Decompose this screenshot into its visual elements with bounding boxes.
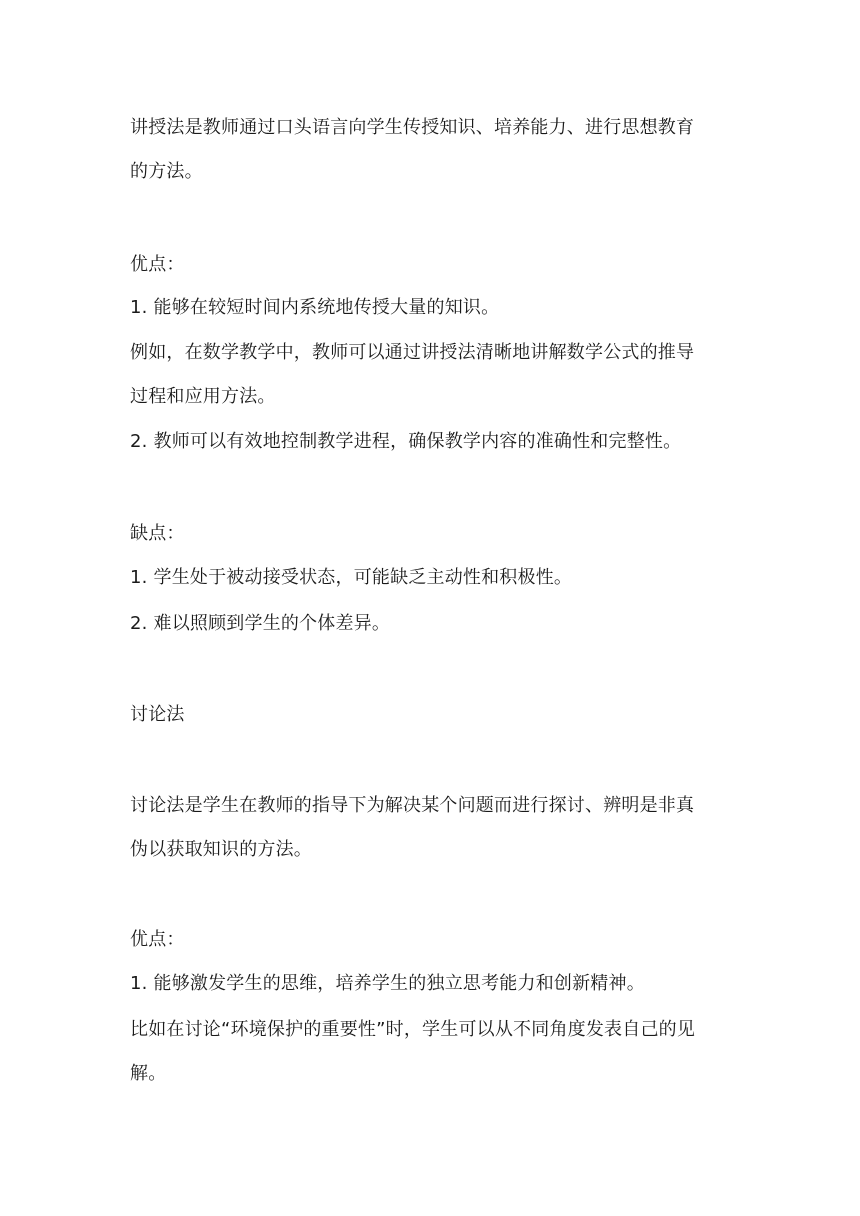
lecture-definition-line-2: 的方法。 xyxy=(130,161,203,182)
discussion-advantages-heading: 优点： xyxy=(130,929,185,950)
discussion-definition-line-1: 讨论法是学生在教师的指导下为解决某个问题而进行探讨、辨明是非真 xyxy=(130,795,695,816)
discussion-section-title: 讨论法 xyxy=(130,704,185,725)
lecture-disadvantages-heading: 缺点： xyxy=(130,523,185,544)
lecture-disadvantage-1: 1. 学生处于被动接受状态，可能缺乏主动性和积极性。 xyxy=(130,567,573,588)
discussion-definition-line-2: 伪以获取知识的方法。 xyxy=(130,839,312,860)
discussion-advantage-1: 1. 能够激发学生的思维，培养学生的独立思考能力和创新精神。 xyxy=(130,973,645,994)
lecture-advantage-1: 1. 能够在较短时间内系统地传授大量的知识。 xyxy=(130,297,500,318)
discussion-example-line-1: 比如在讨论“环境保护的重要性”时，学生可以从不同角度发表自己的见 xyxy=(130,1019,696,1040)
lecture-example-line-2: 过程和应用方法。 xyxy=(130,386,276,407)
lecture-disadvantage-2: 2. 难以照顾到学生的个体差异。 xyxy=(130,613,391,634)
lecture-advantage-2: 2. 教师可以有效地控制教学进程，确保教学内容的准确性和完整性。 xyxy=(130,431,682,452)
lecture-example-line-1: 例如，在数学教学中，教师可以通过讲授法清晰地讲解数学公式的推导 xyxy=(130,342,695,363)
lecture-definition-line-1: 讲授法是教师通过口头语言向学生传授知识、培养能力、进行思想教育 xyxy=(130,117,695,138)
lecture-advantages-heading: 优点： xyxy=(130,254,185,275)
discussion-example-line-2: 解。 xyxy=(130,1063,167,1084)
